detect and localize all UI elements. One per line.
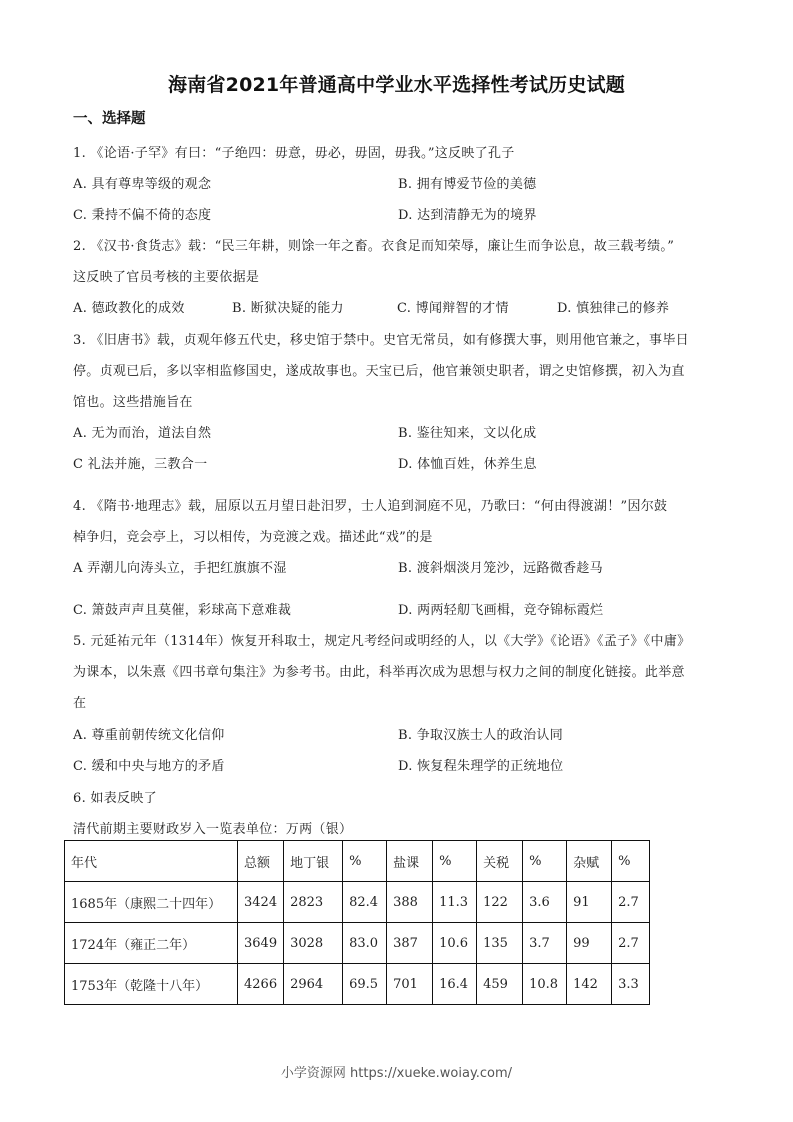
table-header-row <box>65 841 650 882</box>
table-cell: 16.4 <box>433 964 477 1005</box>
table-cell: 11.3 <box>433 882 477 923</box>
table-row <box>65 964 650 1005</box>
question-4-option-c: C. 箫鼓声声且莫催，彩球高下意难裁 <box>73 603 292 618</box>
table-row <box>65 923 650 964</box>
question-2-stem-line-2: 这反映了官员考核的主要依据是 <box>73 270 260 285</box>
section-heading: 一、选择题 <box>73 111 146 127</box>
table-cell: 3424 <box>238 882 284 923</box>
header-cell: % <box>523 841 567 882</box>
question-1-option-c: C. 秉持不偏不倚的态度 <box>73 208 212 223</box>
table-cell: 142 <box>567 964 612 1005</box>
table-cell: 99 <box>567 923 612 964</box>
question-5-stem-line-1: 5. 元延祐元年（1314年）恢复开科取士，规定凡考经问或明经的人，以《大学》《论语》《孟子》《中庸》 <box>73 634 691 649</box>
question-1-option-a: A. 具有尊卑等级的观念 <box>73 177 212 192</box>
question-4-option-d: D. 两两轻舠飞画楫，竞夺锦标霞烂 <box>398 603 604 618</box>
question-4-stem-line-1: 4. 《隋书·地理志》载，屈原以五月望日赴汨罗，士人追到洞庭不见，乃歌曰：“何由得渡湖！”因尔鼓 <box>73 499 668 514</box>
table-cell: 1753年（乾隆十八年） <box>65 964 238 1005</box>
question-5-stem-line-2: 为课本，以朱熹《四书章句集注》为参考书。由此，科举再次成为思想与权力之间的制度化链接。此举意 <box>73 665 685 680</box>
fiscal-revenue-table <box>64 840 650 1005</box>
table-cell: 3649 <box>238 923 284 964</box>
table-cell: 3028 <box>284 923 343 964</box>
table-cell: 122 <box>477 882 523 923</box>
question-6-stem: 6. 如表反映了 <box>73 791 157 806</box>
question-3-option-b: B. 鉴往知来，文以化成 <box>398 426 537 441</box>
header-cell: % <box>612 841 650 882</box>
table-row <box>65 882 650 923</box>
table-caption: 清代前期主要财政岁入一览表单位：万两（银） <box>73 822 353 837</box>
table-cell: 387 <box>387 923 433 964</box>
question-4-option-b: B. 渡斜烟淡月笼沙，远路微香趁马 <box>398 561 603 576</box>
question-1-option-b: B. 拥有博爱节俭的美德 <box>398 177 537 192</box>
question-2-stem-line-1: 2. 《汉书·食货志》载：“民三年耕，则馀一年之畜。衣食足而知荣辱，廉让生而争讼息，故三载考绩。” <box>73 239 675 254</box>
table-cell: 2.7 <box>612 923 650 964</box>
table-cell: 1724年（雍正二年） <box>65 923 238 964</box>
header-cell: 关税 <box>477 841 523 882</box>
footer-watermark: 小学资源网 https://xueke.woiay.com/ <box>280 1066 513 1081</box>
question-3-stem-line-3: 馆也。这些措施旨在 <box>73 395 193 410</box>
table-cell: 701 <box>387 964 433 1005</box>
question-2-option-d: D. 慎独律己的修养 <box>557 301 670 316</box>
table-cell: 83.0 <box>343 923 387 964</box>
page-title: 海南省2021年普通高中学业水平选择性考试历史试题 <box>168 74 625 96</box>
question-5-option-a: A. 尊重前朝传统文化信仰 <box>73 728 225 743</box>
question-5-option-c: C. 缓和中央与地方的矛盾 <box>73 759 225 774</box>
table-cell: 10.8 <box>523 964 567 1005</box>
table-cell: 2823 <box>284 882 343 923</box>
question-5-stem-line-3: 在 <box>73 696 87 711</box>
question-5-option-b: B. 争取汉族士人的政治认同 <box>398 728 564 743</box>
table-cell: 82.4 <box>343 882 387 923</box>
table-cell: 459 <box>477 964 523 1005</box>
header-cell: % <box>343 841 387 882</box>
table-cell: 3.3 <box>612 964 650 1005</box>
table-cell: 2964 <box>284 964 343 1005</box>
header-cell: 杂赋 <box>567 841 612 882</box>
question-5-option-d: D. 恢复程朱理学的正统地位 <box>398 759 564 774</box>
question-3-option-a: A. 无为而治，道法自然 <box>73 426 212 441</box>
table-cell: 3.7 <box>523 923 567 964</box>
header-cell: 地丁银 <box>284 841 343 882</box>
header-cell: % <box>433 841 477 882</box>
question-2-option-a: A. 德政教化的成效 <box>73 301 185 316</box>
header-cell: 盐课 <box>387 841 433 882</box>
table-cell: 69.5 <box>343 964 387 1005</box>
question-3-option-c: C 礼法并施，三教合一 <box>73 457 208 472</box>
table-cell: 1685年（康熙二十四年） <box>65 882 238 923</box>
question-3-stem-line-2: 停。贞观已后，多以宰相监修国史，遂成故事也。天宝已后，他官兼领史职者，谓之史馆修撰，初入为直 <box>73 364 685 379</box>
question-1-option-d: D. 达到清静无为的境界 <box>398 208 537 223</box>
table-cell: 91 <box>567 882 612 923</box>
table-cell: 2.7 <box>612 882 650 923</box>
table-cell: 135 <box>477 923 523 964</box>
question-1-stem: 1. 《论语·子罕》有曰：“子绝四：毋意，毋必，毋固，毋我。”这反映了孔子 <box>73 146 515 161</box>
table-cell: 388 <box>387 882 433 923</box>
table-cell: 3.6 <box>523 882 567 923</box>
question-4-stem-line-2: 棹争归，竞会亭上，习以相传，为竞渡之戏。描述此“戏”的是 <box>73 530 433 545</box>
header-cell: 年代 <box>65 841 238 882</box>
question-3-stem-line-1: 3. 《旧唐书》载，贞观年修五代史，移史馆于禁中。史官无常员，如有修撰大事，则用他官兼之，事毕日 <box>73 333 689 348</box>
question-4-option-a: A 弄潮儿向涛头立，手把红旗旗不湿 <box>73 561 287 576</box>
table-cell: 4266 <box>238 964 284 1005</box>
question-2-option-c: C. 博闻辩智的才情 <box>397 301 509 316</box>
question-2-option-b: B. 断狱决疑的能力 <box>232 301 344 316</box>
question-3-option-d: D. 体恤百姓，休养生息 <box>398 457 537 472</box>
table-cell: 10.6 <box>433 923 477 964</box>
header-cell: 总额 <box>238 841 284 882</box>
